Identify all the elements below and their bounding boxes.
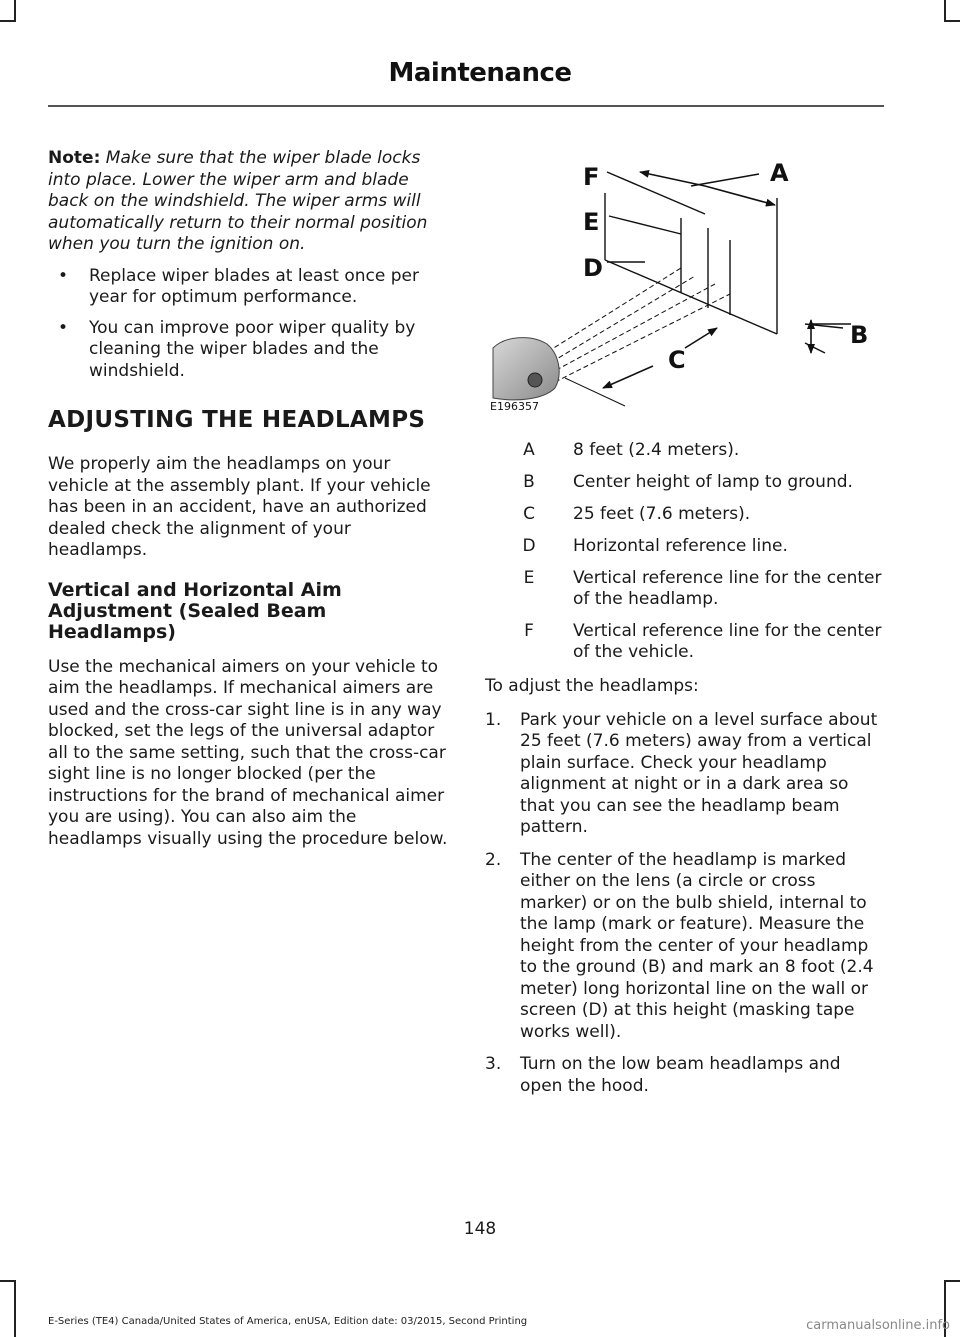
table-row bbox=[485, 568, 885, 621]
image-code: E196357 bbox=[490, 400, 539, 413]
table-row bbox=[485, 440, 885, 472]
bullet-list bbox=[48, 266, 448, 383]
legend-table bbox=[485, 440, 885, 674]
legend-text: Vertical reference line for the center of the vehicle. bbox=[573, 621, 882, 662]
legend-text: Center height of lamp to ground. bbox=[573, 472, 853, 492]
crop-mark bbox=[0, 1280, 16, 1282]
legend-key: C bbox=[523, 504, 535, 524]
step-text: The center of the headlamp is marked either on the lens (a circle or cross marker) or on the bulb shield, internal to the lamp (mark or feature). Measure the height from the center of your headlamp to the ground (B) and mark an 8 foot (2.4 meter) long horizontal line on the wall or screen (D) at this height (masking tape works well). bbox=[520, 849, 874, 1042]
step-number: 1. bbox=[485, 709, 502, 730]
procedure-intro: To adjust the headlamps: bbox=[485, 676, 699, 696]
dimension-arrows bbox=[603, 172, 811, 388]
section-intro: We properly aim the headlamps on your vehicle at the assembly plant. If your vehicle has been in an accident, have an authorized dealed check the alignment of your headlamps. bbox=[48, 454, 431, 560]
list-item: • Replace wiper blades at least once per year for optimum performance. bbox=[48, 266, 448, 309]
legend-text: Vertical reference line for the center of the headlamp. bbox=[573, 568, 882, 609]
crop-mark bbox=[944, 20, 960, 22]
label-b: B bbox=[850, 321, 869, 349]
legend-key: E bbox=[523, 568, 535, 588]
watermark: carmanualsonline.info bbox=[806, 1318, 950, 1333]
sub-paragraph: Use the mechanical aimers on your vehicle to aim the headlamps. If mechanical aimers are used and the cross-car sight line is in any way blocked, set the legs of the universal adaptor all to the same setting, such that the cross-car sight line is no longer blocked (per the instructions for the brand of mechanical aimer you are using). You can also aim the headlamps visually using the procedure below. bbox=[48, 656, 448, 849]
procedure-steps bbox=[485, 710, 885, 1098]
headlamp-icon bbox=[528, 373, 542, 387]
legend-key: B bbox=[523, 472, 535, 492]
legend-text: 8 feet (2.4 meters). bbox=[573, 440, 740, 460]
legend-text: Horizontal reference line. bbox=[573, 536, 788, 556]
right-column bbox=[485, 440, 885, 1108]
label-a: A bbox=[770, 159, 789, 187]
legend-key: D bbox=[522, 536, 536, 556]
headlamp-aim-diagram bbox=[485, 148, 885, 413]
table-row bbox=[485, 472, 885, 504]
crop-mark bbox=[14, 1280, 16, 1337]
note-text: Make sure that the wiper blade locks into place. Lower the wiper arm and blade back on the windshield. The wiper arms will automatically return to their normal position when you turn the ignition on. bbox=[48, 148, 428, 254]
list-item: • You can improve poor wiper quality by cleaning the wiper blades and the windshield. bbox=[48, 318, 448, 383]
note-label: Note: bbox=[48, 148, 101, 168]
label-e: E bbox=[583, 208, 600, 236]
legend-key: A bbox=[523, 440, 535, 460]
label-f: F bbox=[583, 163, 600, 191]
list-item bbox=[485, 710, 885, 839]
wall-screen bbox=[605, 193, 777, 334]
beam-lines bbox=[541, 268, 730, 382]
crop-mark bbox=[14, 0, 16, 22]
step-text: Turn on the low beam headlamps and open the hood. bbox=[520, 1054, 841, 1096]
footer-text: E-Series (TE4) Canada/United States of America, enUSA, Edition date: 03/2015, Second Printing bbox=[48, 1316, 528, 1327]
legend-text: 25 feet (7.6 meters). bbox=[573, 504, 751, 524]
table-row bbox=[485, 504, 885, 536]
step-text: Park your vehicle on a level surface about 25 feet (7.6 meters) away from a vertical plain surface. Check your headlamp alignment at night or in a dark area so that you can see the headlamp beam pattern. bbox=[520, 709, 878, 837]
note-paragraph bbox=[48, 148, 448, 256]
crop-mark bbox=[944, 1280, 960, 1282]
leader-lines bbox=[607, 172, 851, 353]
section-heading: ADJUSTING THE HEADLAMPS bbox=[48, 407, 426, 433]
left-column bbox=[48, 148, 448, 850]
list-item bbox=[485, 850, 885, 1044]
subheading: Vertical and Horizontal Aim Adjustment (Sealed Beam Headlamps) bbox=[48, 578, 342, 643]
step-number: 3. bbox=[485, 1054, 502, 1074]
crop-mark bbox=[0, 20, 16, 22]
list-item bbox=[485, 1054, 885, 1097]
page-title: Maintenance bbox=[388, 58, 572, 88]
legend-key: F bbox=[524, 621, 534, 641]
header-rule bbox=[48, 105, 884, 107]
crop-mark bbox=[944, 0, 946, 22]
vehicle-icon bbox=[493, 338, 559, 400]
page-number: 148 bbox=[463, 1219, 497, 1239]
label-c: C bbox=[668, 346, 686, 374]
label-d: D bbox=[583, 254, 603, 282]
table-row bbox=[485, 621, 885, 674]
table-row bbox=[485, 536, 885, 568]
step-number: 2. bbox=[485, 849, 502, 870]
